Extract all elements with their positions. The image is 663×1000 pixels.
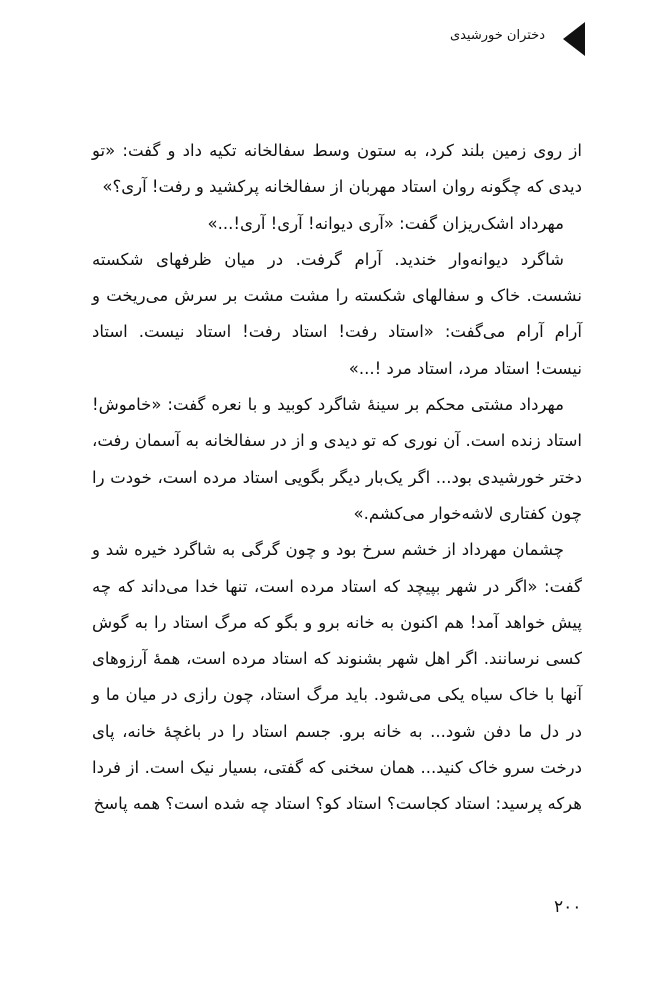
black-triangle-icon xyxy=(563,22,585,56)
page-header xyxy=(0,18,663,68)
page-number: ۲۰۰ xyxy=(554,897,582,917)
paragraph: مهرداد اشک‌ریزان گفت: «آری دیوانه! آری! آری!...» xyxy=(207,213,564,233)
paragraph: شاگرد دیوانه‌وار خندید. آرام گرفت. در میان ظرفهای شکسته نشست. خاک و سفالهای شکسته را مشت مشت بر سرش می‌ریخت و آرام آرام می‌گفت: «استاد رفت! استاد رفت! استاد نیست. استاد نیست! استاد مرد، استاد مرد !...» xyxy=(92,249,582,378)
body-text xyxy=(92,133,582,823)
running-title: دختران خورشیدی xyxy=(449,28,545,43)
paragraph: از روی زمین بلند کرد، به ستون وسط سفالخانه تکیه داد و گفت: «تو دیدی که چگونه روان استاد مهربان از سفالخانه پرکشید و رفت! آری؟» xyxy=(92,141,582,197)
paragraph: مهرداد مشتی محکم بر سینهٔ شاگرد کوبید و با نعره گفت: «خاموش! استاد زنده است. آن نوری که تو دیدی و از در سفالخانه به آسمان رفت، دختر خورشیدی بود... اگر یک‌بار دیگر بگویی استاد مرده است، خودت را چون کفتاری لاشه‌خوار می‌کشم.» xyxy=(92,395,582,523)
paragraph: چشمان مهرداد از خشم سرخ بود و چون گرگی به شاگرد خیره شد و گفت: «اگر در شهر بپیچد که استاد مرده است، تنها خدا می‌داند که چه پیش خواهد آمد! هم اکنون به خانه برو و بگو که مرگ استاد را به گوش کسی نرسانند. اگر اهل شهر بشنوند که استاد مرده است، همهٔ آرزوهای آنها با خاک سیاه یکی می‌شود. باید مرگ استاد، چون رازی در میان ما و در دل ما دفن شود... به خانه برو. جسم استاد را در باغچهٔ خانه، پای درخت سرو خاک کنید... همان سخنی که گفتی، بسیار نیک است. از فردا هرکه پرسید: استاد کجاست؟ استاد کو؟ استاد چه شده است؟ همه پاسخ xyxy=(92,540,582,814)
